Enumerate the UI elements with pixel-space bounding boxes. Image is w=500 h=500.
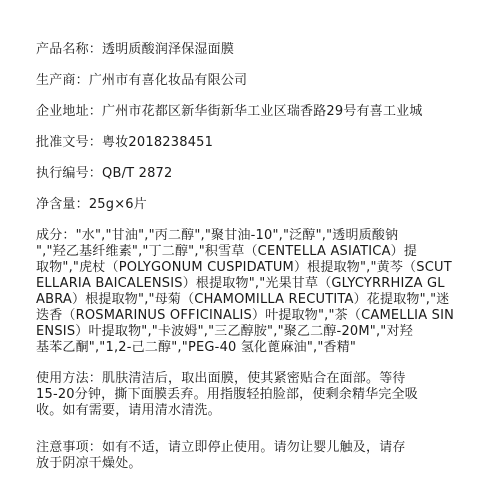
approval-number-label: 批准文号： (36, 135, 103, 150)
approval-number-value: 粤妆2018238451 (102, 135, 214, 150)
manufacturer-value: 广州市有喜化妆品有限公司 (88, 73, 248, 88)
ingredients-line: 成分："水","甘油","丙二醇","聚甘油-10","泛醇","透明质酸钠 (36, 228, 399, 243)
cautions-line: 注意事项：如有不适，请立即停止使用。请勿让婴儿触及，请存 (36, 440, 406, 455)
ingredients-line: 取物","虎杖（POLYGONUM CUSPIDATUM）根提取物","黄芩（SCUT (36, 260, 452, 275)
address-row (36, 104, 476, 120)
standard-number-row (36, 166, 476, 182)
standard-number-value: QB/T 2872 (102, 166, 173, 181)
ingredients-line: 迭香（ROSMARINUS OFFICINALIS）叶提取物","茶（CAMELLIA SIN (36, 308, 455, 323)
ingredients-paragraph (36, 228, 476, 356)
product-name-value: 透明质酸润泽保湿面膜 (102, 42, 235, 57)
ingredients-line: 基苯乙酮","1,2-己二醇","PEG-40 氢化蓖麻油","香精" (36, 340, 357, 355)
usage-line: 收。如有需要，请用清水清洗。 (36, 403, 221, 418)
manufacturer-label: 生产商： (36, 73, 89, 88)
net-content-row (36, 197, 476, 213)
ingredients-line: ","羟乙基纤维素","丁二醇","积雪草（CENTELLA ASIATICA）提 (36, 244, 418, 259)
cautions-paragraph (36, 440, 476, 472)
standard-number-label: 执行编号： (36, 166, 103, 181)
ingredients-line: ELLARIA BAICALENSIS）根提取物","光果甘草（GLYCYRRHIZA GL (36, 276, 445, 291)
product-name-row (36, 42, 476, 58)
net-content-label: 净含量： (36, 197, 89, 212)
cautions-line: 放于阴凉干燥处。 (36, 456, 142, 471)
usage-line: 15-20分钟，撕下面膜丢弃。用指腹轻拍脸部，使剩余精华完全吸 (36, 387, 418, 402)
ingredients-line: ABRA）根提取物","母菊（CHAMOMILLA RECUTITA）花提取物","迷 (36, 292, 450, 307)
usage-line: 使用方法：肌肤清洁后，取出面膜，使其紧密贴合在面部。等待 (36, 371, 406, 386)
approval-number-row (36, 135, 476, 151)
usage-paragraph (36, 371, 476, 419)
manufacturer-row (36, 73, 476, 89)
product-name-label: 产品名称： (36, 42, 103, 57)
address-label: 企业地址： (36, 104, 103, 119)
address-value: 广州市花都区新华街新华工业区瑞香路29号有喜工业城 (102, 104, 423, 119)
net-content-value: 25g×6片 (88, 197, 147, 212)
ingredients-line: ENSIS）叶提取物","卡波姆","三乙醇胺","聚乙二醇-20M","对羟 (36, 324, 413, 339)
